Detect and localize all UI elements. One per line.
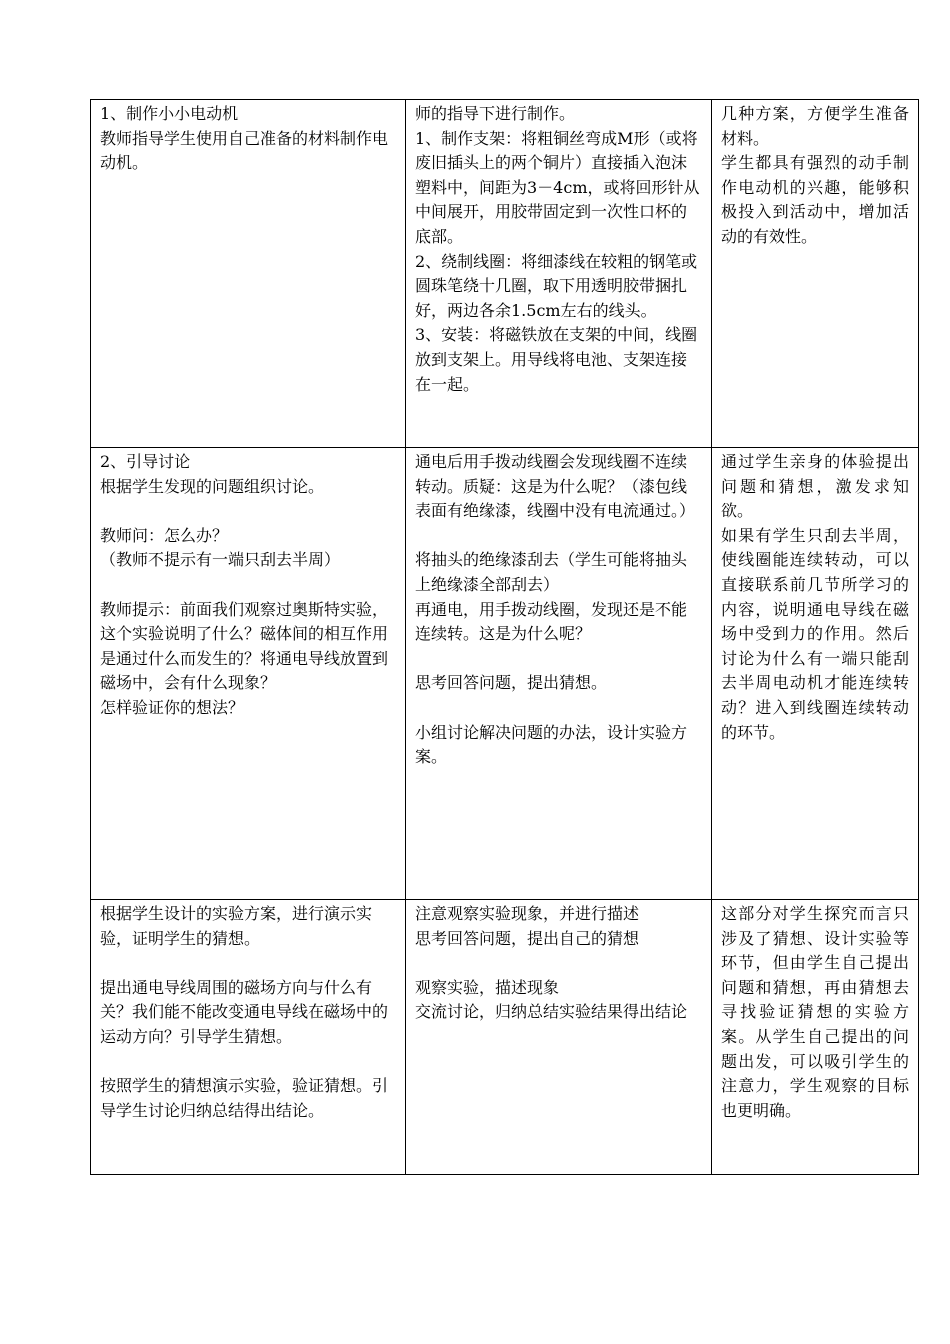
paragraph: 按照学生的猜想演示实验，验证猜想。引导学生讨论归纳总结得出结论。 (100, 1076, 389, 1120)
teacher-activity-cell (91, 100, 406, 448)
paragraph: 学生都具有强烈的动手制作电动机的兴趣，能够积极投入到活动中，增加活动的有效性。 (721, 153, 909, 246)
student-activity-cell (406, 448, 712, 900)
design-intent-cell (712, 900, 919, 1175)
paragraph (100, 951, 396, 976)
paragraph: 将抽头的绝缘漆刮去（学生可能将抽头上绝缘漆全部刮去） (415, 550, 688, 594)
table-row (91, 100, 919, 448)
paragraph: 几种方案，方便学生准备材料。 (721, 104, 909, 148)
paragraph (415, 951, 702, 976)
paragraph: 根据学生发现的问题组织讨论。 (100, 476, 325, 496)
paragraph: 通电后用手拨动线圈会发现线圈不连续转动。质疑：这是为什么呢？（漆包线表面有绝缘漆，线圈中没有电流通过。） (415, 452, 696, 521)
paragraph: 思考回答问题，提出自己的猜想 (415, 928, 640, 948)
lesson-plan-table (90, 99, 919, 1175)
paragraph: 教师问：怎么办？ (100, 525, 229, 545)
paragraph: 教师提示：前面我们观察过奥斯特实验，这个实验说明了什么？磁体间的相互作用是通过什么而发生的？将通电导线放置到磁场中，会有什么现象？ (100, 599, 389, 693)
paragraph (100, 499, 396, 524)
design-intent-cell (712, 100, 919, 448)
paragraph: 根据学生设计的实验方案，进行演示实验，证明学生的猜想。 (100, 904, 373, 948)
paragraph (415, 696, 702, 721)
table-row (91, 448, 919, 900)
paragraph: 提出通电导线周围的磁场方向与什么有关？我们能不能改变通电导线在磁场中的运动方向？引导学生猜想。 (100, 977, 389, 1046)
paragraph: 交流讨论，归纳总结实验结果得出结论 (415, 1002, 688, 1022)
paragraph: （教师不提示有一端只刮去半周） (100, 550, 341, 570)
paragraph: 这部分对学生探究而言只涉及了猜想、设计实验等环节，但由学生自己提出问题和猜想，再由猜想去寻找验证猜想的实验方案。从学生自己提出的问题出发，可以吸引学生的注意力，学生观察的目标也更明确。 (721, 904, 909, 1120)
paragraph: 思考回答问题，提出猜想。 (415, 673, 608, 693)
teacher-activity-cell (91, 448, 406, 900)
paragraph (415, 524, 702, 549)
paragraph: 观察实验，描述现象 (415, 977, 560, 997)
table-row (91, 900, 919, 1175)
paragraph: 通过学生亲身的体验提出问题和猜想，激发求知欲。 (721, 452, 909, 521)
paragraph: 2、绕制线圈：将细漆线在较粗的钢笔或圆珠笔绕十几圈，取下用透明胶带捆扎好，两边各余1.5cm左右的线头。 (415, 251, 698, 320)
paragraph: 3、安装：将磁铁放在支架的中间，线圈放到支架上。用导线将电池、支架连接在一起。 (415, 325, 698, 394)
paragraph: 2、引导讨论 (100, 452, 191, 471)
student-activity-cell (406, 100, 712, 448)
paragraph (100, 573, 396, 598)
paragraph: 再通电，用手拨动线圈，发现还是不能连续转。这是为什么呢？ (415, 599, 688, 644)
paragraph (100, 1050, 396, 1075)
paragraph (415, 647, 702, 672)
paragraph: 怎样验证你的想法？ (100, 697, 245, 717)
paragraph: 教师指导学生使用自己准备的材料制作电动机。 (100, 128, 389, 173)
paragraph: 师的指导下进行制作。 (415, 104, 576, 123)
paragraph: 1、制作小小电动机 (100, 104, 239, 123)
design-intent-cell (712, 448, 919, 900)
paragraph: 1、制作支架：将粗铜丝弯成M形（或将废旧插头上的两个铜片）直接插入泡沫塑料中，间距为3－4cm，或将回形针从中间展开，用胶带固定到一次性口杯的底部。 (415, 128, 700, 246)
student-activity-cell (406, 900, 712, 1175)
paragraph: 如果有学生只刮去半周，使线圈能连续转动，可以直接联系前几节所学习的内容，说明通电导线在磁场中受到力的作用。然后讨论为什么有一端只能刮去半周电动机才能连续转动？进入到线圈连续转动的环节。 (721, 525, 909, 742)
paragraph: 注意观察实验现象，并进行描述 (415, 904, 640, 923)
paragraph: 小组讨论解决问题的办法，设计实验方案。 (415, 722, 688, 767)
teacher-activity-cell (91, 900, 406, 1175)
